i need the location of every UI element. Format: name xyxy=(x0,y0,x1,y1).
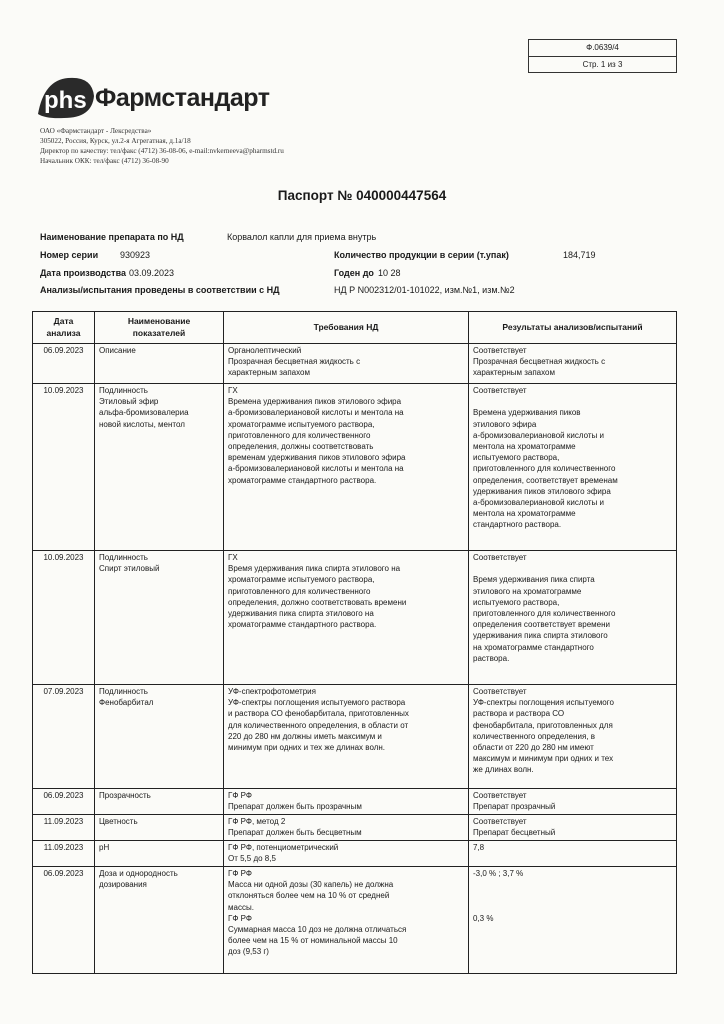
row-result: Соответствует УФ-спектры поглощения испытуемого раствора и раствора СО фенобарбитала, приготовленных для количественного определения, в области от 220 до 280 нм имеют максимум и минимум при одних и тех же длинах волн. xyxy=(469,685,677,789)
row-result: Соответствует Время удерживания пика спирта этилового на хроматограмме испытуемого раствора, приготовленного для количественного определения соответствует времени удерживания пика спирта этилового на хроматограмме стандартного раствора. xyxy=(469,551,677,685)
row-date: 11.09.2023 xyxy=(33,815,95,841)
logo-text: Фармстандарт xyxy=(95,84,270,112)
row-date: 06.09.2023 xyxy=(33,789,95,815)
table-row xyxy=(33,867,677,974)
expiry-label: Годен до xyxy=(334,268,374,278)
row-indicator: Подлинность Этиловый эфир альфа-бромизовалериа новой кислоты, ментол xyxy=(95,384,224,551)
table-row xyxy=(33,815,677,841)
table-row xyxy=(33,344,677,384)
drug-label: Наименование препарата по НД xyxy=(40,232,184,242)
row-result: Соответствует Прозрачная бесцветная жидкость с характерным запахом xyxy=(469,344,677,384)
analysis-value: НД Р N002312/01-101022, изм.№1, изм.№2 xyxy=(334,285,515,295)
company-director: Директор по качеству: тел/факс (4712) 36-08-06, e-mail:nvkerneeva@pharmstd.ru xyxy=(40,147,284,155)
row-indicator: pH xyxy=(95,841,224,867)
company-address: 305022, Россия, Курск, ул.2-я Агрегатная, д.1а/18 xyxy=(40,137,191,145)
passport-title: Паспорт № 040000447564 xyxy=(277,188,447,203)
prod-date-label: Дата производства xyxy=(40,268,126,278)
row-requirement: ГХ Времена удерживания пиков этилового эфира а-бромизовалериановой кислоты и ментола на хроматограмме испытуемого раствора, приготовленного для количественного определения, должны соответствовать временам удерживания пиков этилового эфира а-бромизовалериановой кислоты и ментола на хроматограмме стандартного раствора. xyxy=(224,384,469,551)
table-row xyxy=(33,551,677,685)
row-requirement: ГФ РФ, потенциометрический От 5,5 до 8,5 xyxy=(224,841,469,867)
phs-logo-letters: phs xyxy=(44,87,87,114)
header-requirements: Требования НД xyxy=(224,312,469,344)
row-requirement: УФ-спектрофотометрия УФ-спектры поглощения испытуемого раствора и раствора СО фенобарбитала, приготовленных для количественного определения, в области от 220 до 280 нм должны иметь максимум и минимум при одних и тех же длинах волн. xyxy=(224,685,469,789)
row-result: 7,8 xyxy=(469,841,677,867)
row-requirement: ГФ РФ Препарат должен быть прозрачным xyxy=(224,789,469,815)
qty-label: Количество продукции в серии (т.упак) xyxy=(334,250,509,260)
analysis-label: Анализы/испытания проведены в соответствии с НД xyxy=(40,285,280,295)
form-code-box xyxy=(528,39,677,73)
row-date: 06.09.2023 xyxy=(33,344,95,384)
row-date: 07.09.2023 xyxy=(33,685,95,789)
phs-logo-mark xyxy=(34,74,96,122)
company-logo xyxy=(34,74,270,122)
row-result: Соответствует Препарат бесцветный xyxy=(469,815,677,841)
form-code: Ф.0639/4 xyxy=(586,43,619,52)
header-results: Результаты анализов/испытаний xyxy=(469,312,677,344)
row-date: 06.09.2023 xyxy=(33,867,95,974)
header-date: Дата анализа xyxy=(33,312,95,344)
row-indicator: Описание xyxy=(95,344,224,384)
row-requirement: ГХ Время удерживания пика спирта этилового на хроматограмме испытуемого раствора, приготовленного для количественного определения, должно соответствовать времени удерживания пика спирта этилового на хроматограмме стандартного раствора. xyxy=(224,551,469,685)
row-date: 11.09.2023 xyxy=(33,841,95,867)
drug-value: Корвалол капли для приема внутрь xyxy=(227,232,377,242)
row-indicator: Подлинность Фенобарбитал xyxy=(95,685,224,789)
prod-date-value: 03.09.2023 xyxy=(129,268,175,278)
row-result: -3,0 % ; 3,7 % 0,3 % xyxy=(469,867,677,974)
row-indicator: Прозрачность xyxy=(95,789,224,815)
table-row xyxy=(33,384,677,551)
company-okk: Начальник ОКК: тел/факс (4712) 36-08-90 xyxy=(40,157,169,165)
company-info xyxy=(40,126,284,166)
header-indicator: Наименование показателей xyxy=(95,312,224,344)
table-header-row xyxy=(33,312,677,344)
row-requirement: Органолептический Прозрачная бесцветная жидкость с характерным запахом xyxy=(224,344,469,384)
row-requirement: ГФ РФ, метод 2 Препарат должен быть бесцветным xyxy=(224,815,469,841)
series-label: Номер серии xyxy=(40,250,99,260)
table-row xyxy=(33,841,677,867)
row-indicator: Доза и однородность дозирования xyxy=(95,867,224,974)
analysis-table xyxy=(32,311,677,974)
page-number: Стр. 1 из 3 xyxy=(529,56,676,73)
row-indicator: Подлинность Спирт этиловый xyxy=(95,551,224,685)
table-row xyxy=(33,789,677,815)
company-name: ОАО «Фармстандарт - Лексредства» xyxy=(40,127,152,135)
row-result: Соответствует Препарат прозрачный xyxy=(469,789,677,815)
row-date: 10.09.2023 xyxy=(33,384,95,551)
row-result: Соответствует Времена удерживания пиков этилового эфира а-бромизовалериановой кислоты и ментола на хроматограмме испытуемого раствора, приготовленного для количественного определения, соответствует временам удерживания пиков этилового эфира а-бромизовалериановой кислоты и ментола на хроматограмме стандартного раствора. xyxy=(469,384,677,551)
series-value: 930923 xyxy=(120,250,151,260)
row-date: 10.09.2023 xyxy=(33,551,95,685)
expiry-value: 10 28 xyxy=(378,268,401,278)
row-requirement: ГФ РФ Масса ни одной дозы (30 капель) не должна отклоняться более чем на 10 % от средней массы. ГФ РФ Суммарная масса 10 доз не должна отличаться более чем на 15 % от номинальной массы 10 доз (9,53 г) xyxy=(224,867,469,974)
qty-value: 184,719 xyxy=(563,250,596,260)
table-row xyxy=(33,685,677,789)
row-indicator: Цветность xyxy=(95,815,224,841)
